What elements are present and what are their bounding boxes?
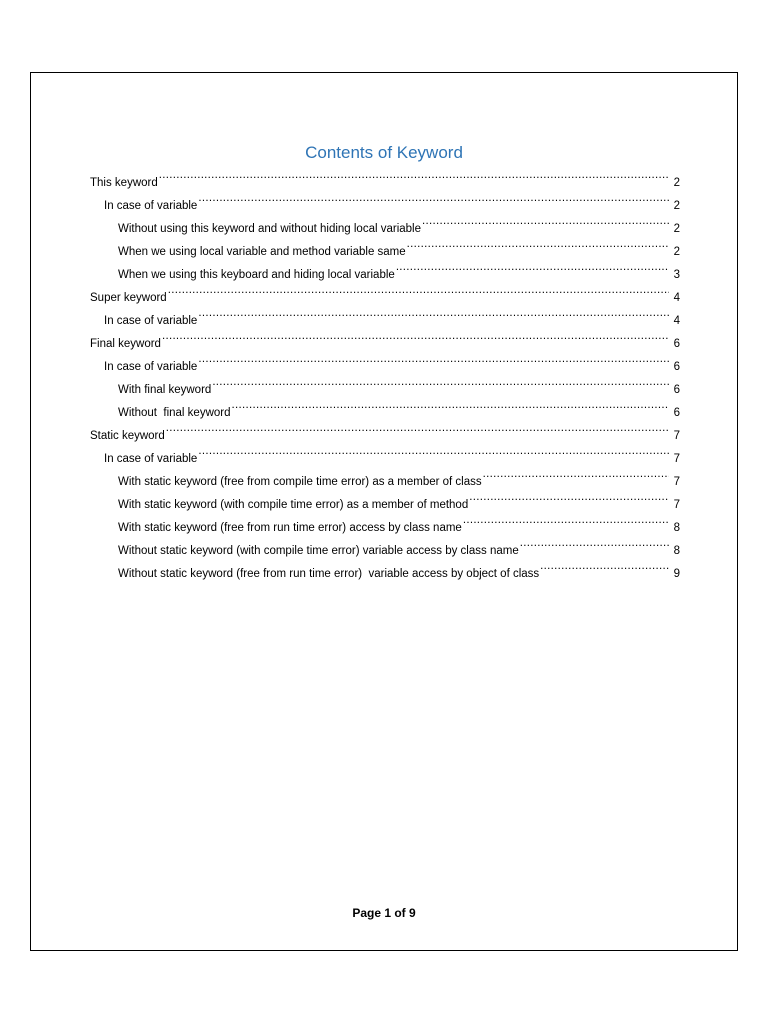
toc-leader bbox=[232, 395, 670, 416]
toc-entry-text: Without final keyword bbox=[118, 407, 231, 419]
toc-entry[interactable] bbox=[90, 165, 680, 188]
toc-leader bbox=[168, 280, 669, 301]
toc-page-number: 2 bbox=[673, 246, 680, 258]
toc-entry-text: When we using local variable and method variable same bbox=[118, 246, 406, 258]
toc-leader bbox=[463, 510, 669, 531]
toc-leader bbox=[198, 188, 669, 209]
toc-page-number: 3 bbox=[673, 269, 680, 281]
toc-page-number: 4 bbox=[673, 292, 680, 304]
toc-page-number: 2 bbox=[673, 223, 680, 235]
toc-page-number: 6 bbox=[673, 384, 680, 396]
toc-entry-text: In case of variable bbox=[104, 200, 198, 212]
toc-leader bbox=[212, 372, 669, 393]
toc-entry-text: With static keyword (free from run time error) access by class name bbox=[118, 522, 462, 534]
toc-entry-text: Without static keyword (with compile time error) variable access by class name bbox=[118, 545, 519, 557]
toc-entry-text: With final keyword bbox=[118, 384, 212, 396]
toc-leader bbox=[159, 165, 669, 186]
toc-entry-text: Without using this keyword and without hiding local variable bbox=[118, 223, 421, 235]
toc-leader bbox=[422, 211, 669, 232]
toc-leader bbox=[198, 441, 669, 462]
toc-page-number: 7 bbox=[673, 430, 680, 442]
page-footer: Page 1 of 9 bbox=[352, 906, 416, 920]
toc-list bbox=[90, 165, 680, 579]
toc-entry[interactable] bbox=[90, 280, 680, 303]
toc-leader bbox=[520, 533, 669, 554]
toc-title: Contents of Keyword bbox=[305, 143, 463, 162]
toc-page-number: 7 bbox=[673, 499, 680, 511]
toc-entry-text: Super keyword bbox=[90, 292, 167, 304]
toc-entry-text: In case of variable bbox=[104, 361, 198, 373]
toc-leader bbox=[162, 326, 669, 347]
toc-page-number: 8 bbox=[673, 545, 680, 557]
toc-leader bbox=[469, 487, 669, 508]
toc-entry[interactable] bbox=[90, 188, 680, 211]
toc-leader bbox=[483, 464, 669, 485]
toc-entry-text: In case of variable bbox=[104, 453, 198, 465]
toc-leader bbox=[540, 556, 669, 577]
toc-page-number: 7 bbox=[673, 453, 680, 465]
toc-entry-text: Without static keyword (free from run time error) variable access by object of class bbox=[118, 568, 540, 580]
toc-entry-text: With static keyword (with compile time error) as a member of method bbox=[118, 499, 469, 511]
toc-entry[interactable] bbox=[90, 418, 680, 441]
toc-entry[interactable] bbox=[90, 441, 680, 464]
toc-entry[interactable] bbox=[90, 326, 680, 349]
toc-entry-text: With static keyword (free from compile time error) as a member of class bbox=[118, 476, 482, 488]
toc-entry[interactable] bbox=[90, 303, 680, 326]
toc-page-number: 9 bbox=[673, 568, 680, 580]
toc-page-number: 4 bbox=[673, 315, 680, 327]
toc-entry-text: This keyword bbox=[90, 177, 158, 189]
toc-leader bbox=[198, 303, 669, 324]
toc-page-number: 2 bbox=[673, 177, 680, 189]
toc-leader bbox=[198, 349, 669, 370]
toc-leader bbox=[166, 418, 669, 439]
toc-page-number: 2 bbox=[673, 200, 680, 212]
toc-page-number: 6 bbox=[673, 361, 680, 373]
toc-leader bbox=[396, 257, 669, 278]
toc-leader bbox=[407, 234, 669, 255]
toc-entry-text: Final keyword bbox=[90, 338, 161, 350]
toc-entry-text: When we using this keyboard and hiding local variable bbox=[118, 269, 395, 281]
toc-page-number: 7 bbox=[673, 476, 680, 488]
toc-entry-text: Static keyword bbox=[90, 430, 165, 442]
toc-page-number: 6 bbox=[673, 338, 680, 350]
toc-entry-text: In case of variable bbox=[104, 315, 198, 327]
toc-entry[interactable] bbox=[90, 349, 680, 372]
toc-page-number: 8 bbox=[673, 522, 680, 534]
toc-page-number: 6 bbox=[673, 407, 680, 419]
